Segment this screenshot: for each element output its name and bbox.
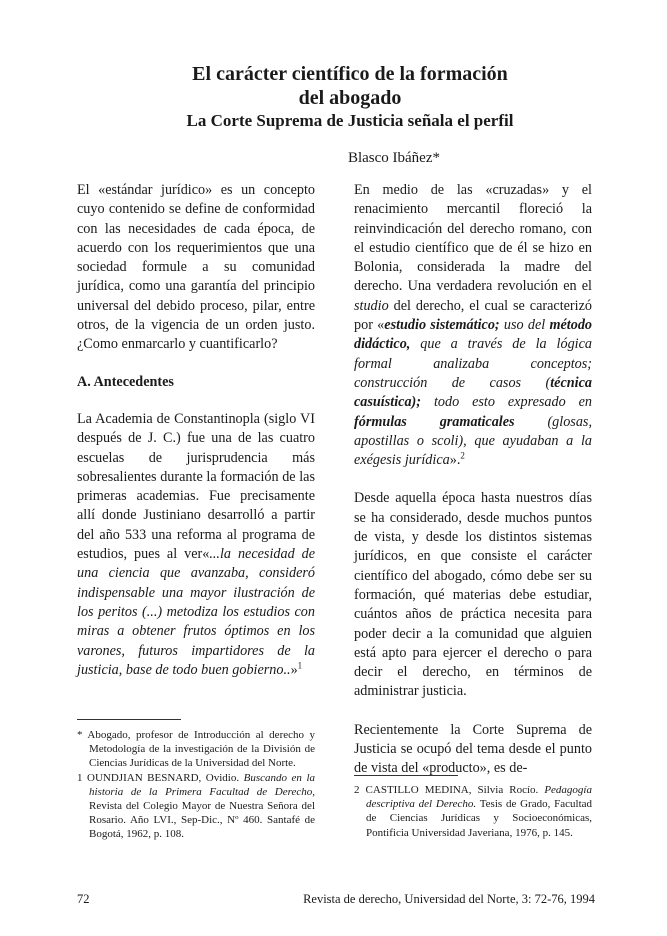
emphasis-2: método didáctico, [354,317,593,353]
footnote-1-author: OUNDJIAN BESNARD, Ovidio. [87,771,240,784]
emphasis-3: técnica casuística); [354,374,592,411]
footnote-star-mark: * [77,729,83,741]
emphasis-1: estudio sistemático; [384,317,500,334]
bolonia-paragraph [354,181,592,470]
footnote-rule-right [354,775,458,776]
footnote-star-text: Abogado, profesor de Introducción al derecho y Metodología de la investigación de la División de Ciencias Jurídicas de la Universidad del Norte. [87,729,315,770]
footnote-ref-2: 2 [460,450,465,461]
article-subtitle: La Corte Suprema de Justicia señala el perfil [186,111,514,130]
author-name: Blasco Ibáñez* [347,150,440,166]
left-column [77,181,315,680]
footnote-ref-1: 1 [297,660,303,671]
footnotes-left [77,728,315,842]
quote-open: « [377,317,385,334]
footnote-2 [354,783,592,840]
bolonia-text-2: del derecho, el cual se caracterizó por [354,297,592,334]
quote-close: » [290,661,298,678]
footnote-2-title: Pedagogía descriptiva del Derecho. [366,784,592,811]
justinian-quote: ...la necesidad de una ciencia que avanzaba, consideró indispensable una mayor ilustración de los peritos (...) metodiza los estudios con miras a obtener frutos óptimos en los varones, futuros impartidores de la justicia, base de todo buen gobierno.. [77,546,315,678]
quote-text-3: todo esto expresado en [433,394,592,411]
title-line-2: del abogado [298,87,402,109]
studio-word: studio [354,297,389,314]
footnotes-right [354,783,592,840]
footnote-1-mark: 1 [77,771,83,784]
footnote-rule-left [77,719,181,720]
history-paragraph: Desde aquella época hasta nuestros días se ha considerado, desde muchos puntos de vista, y desde los distintos sistemas jurídicos, en que consiste el carácter científico del abogado, cómo debe ser su formación, qué materias debe estudiar, cuántos años de práctica necesita para poder decir a la comunidad que alguien está apto para ejercer el derecho o para decir el derecho, en términos de administrar justicia. [354,490,592,700]
antecedentes-paragraph [77,410,315,680]
quote-text-1: uso del [503,317,546,334]
intro-paragraph: El «estándar jurídico» es un concepto cuyo contenido se define de conformidad con las necesidades de cada época, de acuerdo con los requerimientos que una sociedad formule a su comunidad jurídica, como una garantía del principio universal del debido proceso, pilar, entre otros, de la vigencia de un orden justo. ¿Como enmarcarlo y cuantificarlo? [77,182,315,353]
right-column [354,181,592,779]
footnote-2-mark: 2 [354,784,360,796]
footnote-2-author: CASTILLO MEDINA, Silvia Rocío. [365,784,539,796]
article-title [150,62,550,110]
title-line-1: El carácter científico de la formación [192,63,508,85]
emphasis-4: fórmulas gramaticales [354,413,515,430]
journal-citation: Revista de derecho, Universidad del Norte, 3: 72-76, 1994 [303,892,595,906]
quote-text-2: que a través de la lógica formal analizaba conceptos; construcción de casos ( [354,336,593,391]
bolonia-text: En medio de las «cruzadas» y el renacimiento mercantil floreció la reinvindicación del derecho romano, con el estudio científico que de él se hizo en Bolonia, considerada la madre del derecho. Una verdadera revolución en el [354,182,592,295]
quote-open: « [202,546,210,563]
footnote-1-rest: Revista del Colegio Mayor de Nuestra Señora del Rosario. Año LVI., Sep-Dic., Nº 460. Santafé de Bogotá, 1962, p. 108. [89,800,315,841]
footnote-1-title: Buscando en la historia de la Primera Facultad de Derecho, [89,771,315,798]
quote-close: ». [449,452,461,469]
corte-paragraph: Recientemente la Corte Suprema de Justicia se ocupó del tema desde el punto de vista del «producto», es de- [354,721,592,777]
antecedentes-text: La Academia de Constantinopla (siglo VI después de J. C.) fue una de las cuatro escuelas de jurisprudencia más sobresalientes durante la formación de las primeras academias. Fue precisamente allí donde Justiniano desarrolló a partir del año 533 una reforma al programa de estudios, pues al ver [77,410,315,563]
section-heading: A. Antecedentes [77,373,174,390]
page-number: 72 [77,892,90,906]
footnote-star [77,728,315,771]
footnote-2-rest: Tesis de Grado, Facultad de Ciencias Jurídicas y Socioeconómicas, Pontificia Universidad Javeriana, 1976, p. 145. [366,798,593,839]
quote-text-4: (glosas, apostillas o scoli), que ayudaban a la exégesis jurídica [354,413,592,469]
footnote-1 [77,771,315,842]
